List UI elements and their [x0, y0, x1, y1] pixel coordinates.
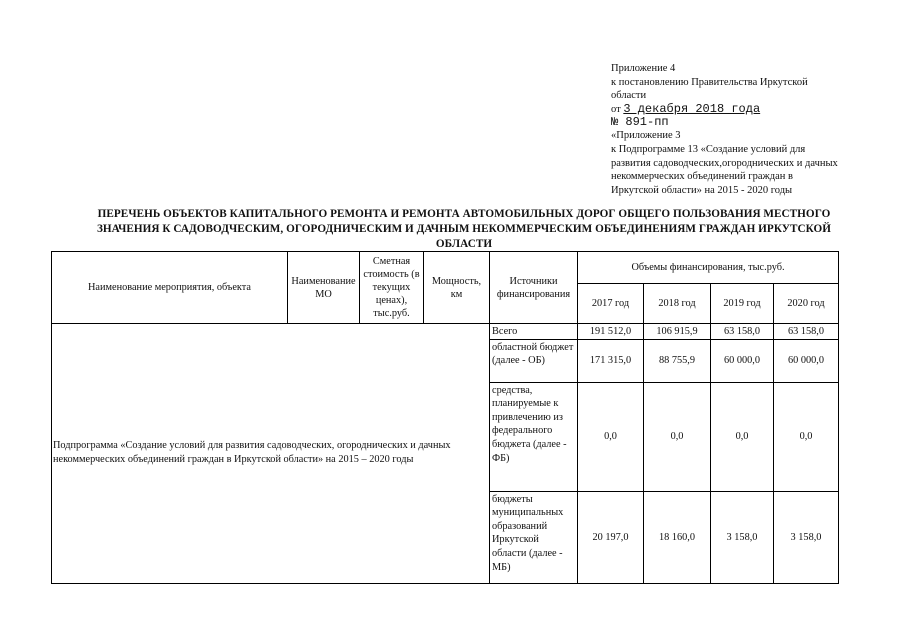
value-cell: 0,0 — [578, 382, 644, 491]
financing-table — [51, 251, 839, 584]
header-mo: Наименование МО — [288, 252, 360, 324]
program-name: Подпрограмма «Создание условий для развития садоводческих, огороднических и дачных некоммерческих объединений граждан в Иркутской области» на 2015 – 2020 годы — [52, 324, 490, 584]
header-year: 2019 год — [711, 284, 774, 324]
value-cell: 20 197,0 — [578, 491, 644, 583]
value-cell: 0,0 — [644, 382, 711, 491]
header-sources: Источники финансирования — [490, 252, 578, 324]
value-cell: 191 512,0 — [578, 324, 644, 340]
annex-line: к постановлению Правительства Иркутской — [611, 76, 808, 88]
title-line: ЗНАЧЕНИЯ К САДОВОДЧЕСКИМ, ОГОРОДНИЧЕСКИМ И ДАЧНЫМ НЕКОММЕРЧЕСКИМ ОБЪЕДИНЕНИЯМ ГРАЖДАН ИРКУТСКОЙ — [96, 223, 832, 235]
header-name: Наименование мероприятия, объекта — [52, 252, 288, 324]
header-power: Мощность, км — [424, 252, 490, 324]
annex-line: некоммерческих объединений граждан в — [611, 171, 793, 183]
header-cost: Сметная стоимость (в текущих ценах), тыс.руб. — [360, 252, 424, 324]
header-year: 2017 год — [578, 284, 644, 324]
value-cell: 0,0 — [711, 382, 774, 491]
value-cell: 171 315,0 — [578, 339, 644, 382]
annex-date: 3 декабря 2018 года — [623, 101, 761, 116]
value-cell: 3 158,0 — [711, 491, 774, 583]
table-row — [52, 324, 839, 340]
annex-line: «Приложение 3 — [611, 130, 681, 142]
annex-date-line — [611, 103, 871, 117]
title-line: ОБЛАСТИ — [435, 238, 493, 250]
source-label: областной бюджет (далее - ОБ) — [490, 339, 578, 382]
annex-from-prefix: от — [611, 103, 621, 115]
annex-line: Иркутской области» на 2015 - 2020 годы — [611, 184, 793, 196]
annex-line: Приложение 4 — [611, 63, 676, 74]
header-year: 2018 год — [644, 284, 711, 324]
value-cell: 88 755,9 — [644, 339, 711, 382]
value-cell: 106 915,9 — [644, 324, 711, 340]
value-cell: 63 158,0 — [711, 324, 774, 340]
document-title — [60, 207, 868, 252]
value-cell: 3 158,0 — [774, 491, 839, 583]
value-cell: 63 158,0 — [774, 324, 839, 340]
source-label: средства, планируемые к привлечению из федерального бюджета (далее - ФБ) — [490, 382, 578, 491]
annex-line: области — [611, 90, 647, 102]
value-cell: 0,0 — [774, 382, 839, 491]
annex-line: развития садоводческих,огороднических и дачных — [611, 157, 838, 169]
annex-line: к Подпрограмме 13 «Создание условий для — [611, 143, 806, 155]
header-funding: Объемы финансирования, тыс.руб. — [578, 252, 839, 284]
title-line: ПЕРЕЧЕНЬ ОБЪЕКТОВ КАПИТАЛЬНОГО РЕМОНТА И РЕМОНТА АВТОМОБИЛЬНЫХ ДОРОГ ОБЩЕГО ПОЛЬЗОВАНИЯ МЕСТНОГО — [97, 208, 831, 220]
value-cell: 18 160,0 — [644, 491, 711, 583]
source-label: Всего — [490, 324, 578, 340]
header-row — [52, 252, 839, 284]
annex-header — [611, 62, 871, 197]
header-year: 2020 год — [774, 284, 839, 324]
value-cell: 60 000,0 — [711, 339, 774, 382]
value-cell: 60 000,0 — [774, 339, 839, 382]
annex-number: № 891-пп — [611, 115, 669, 130]
source-label: бюджеты муниципальных образований Иркутской области (далее - МБ) — [490, 491, 578, 583]
